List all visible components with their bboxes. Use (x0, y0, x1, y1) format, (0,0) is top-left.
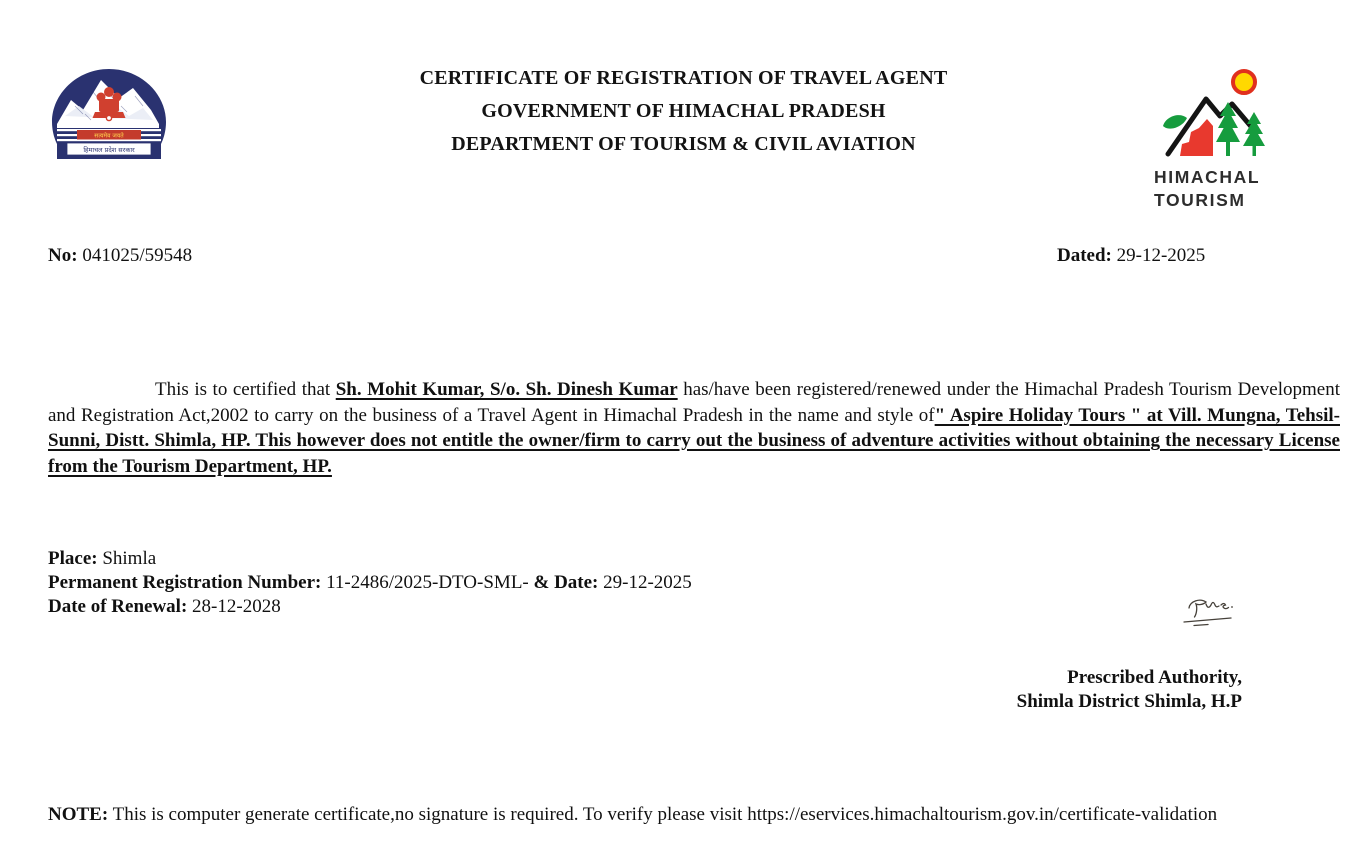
authority-title: Prescribed Authority, (1067, 667, 1242, 688)
place-line (48, 547, 692, 571)
himachal-tourism-logo (1152, 66, 1274, 212)
certificate-title: CERTIFICATE OF REGISTRATION OF TRAVEL AGENT (419, 67, 948, 89)
note-text: This is computer generate certificate,no signature is required. To verify please visit https://eservices.himachaltourism.gov.in/certificate-validation (112, 804, 1218, 825)
certificate-details (48, 547, 692, 619)
dated-label: Dated: (1057, 245, 1112, 266)
no-label: No: (48, 245, 78, 266)
himachal-tourism-logo-graphic (1156, 66, 1274, 166)
body-middle-text: has/have been registered/renewed under the Himachal Pradesh Tourism Development and Registration Act,2002 to carry on the business of a Travel Agent in Himachal Pradesh in the name and style of (48, 379, 1340, 426)
government-name: GOVERNMENT OF HIMACHAL PRADESH (481, 100, 886, 122)
registration-no-line (48, 245, 192, 267)
renewal-line (48, 595, 692, 619)
sun-icon (1233, 71, 1255, 93)
permanent-registration-line (48, 571, 692, 595)
body-intro-text: This is to certified that (155, 379, 336, 400)
dated-value: 29-12-2025 (1116, 245, 1206, 266)
note-line (48, 804, 1217, 826)
no-value: 041025/59548 (82, 245, 193, 266)
renewal-value: 28-12-2028 (192, 596, 281, 617)
red-cliff-icon (1180, 119, 1213, 156)
department-name: DEPARTMENT OF TOURISM & CIVIL AVIATION (451, 133, 916, 155)
registrant-name: Sh. Mohit Kumar, S/o. Sh. Dinesh Kumar (335, 379, 678, 400)
green-bird-icon (1163, 115, 1187, 128)
place-value: Shimla (102, 548, 157, 569)
date-value: 29-12-2025 (603, 572, 692, 593)
tourism-logo-word-2: TOURISM (1154, 190, 1246, 210)
renewal-label: Date of Renewal: (48, 596, 188, 617)
prescribed-authority-block (922, 666, 1242, 714)
firm-details-text: " Aspire Holiday Tours " at Vill. Mungna, Tehsil-Sunni, Distt. Shimla, HP. This however does not entitle the owner/firm to carry out the business of adventure activities without obtaining the necessary License from the Tourism Department, HP. (48, 404, 1340, 477)
prn-value: 11-2486/2025-DTO-SML- (326, 572, 529, 593)
emblem-name-text: हिमाचल प्रदेश सरकार (83, 146, 135, 154)
signature-scribble-icon (1179, 595, 1239, 633)
tourism-logo-word-1: HIMACHAL (1154, 167, 1261, 187)
date-label: & Date: (533, 572, 599, 593)
authority-signature (1179, 595, 1239, 633)
place-label: Place: (48, 548, 98, 569)
note-label: NOTE: (48, 804, 109, 825)
prn-label: Permanent Registration Number: (48, 572, 322, 593)
authority-district: Shimla District Shimla, H.P (1016, 691, 1242, 712)
certificate-body-paragraph (48, 377, 1340, 479)
emblem-motto-text: सत्यमेव जयते (94, 132, 124, 140)
dated-line (1057, 245, 1205, 267)
